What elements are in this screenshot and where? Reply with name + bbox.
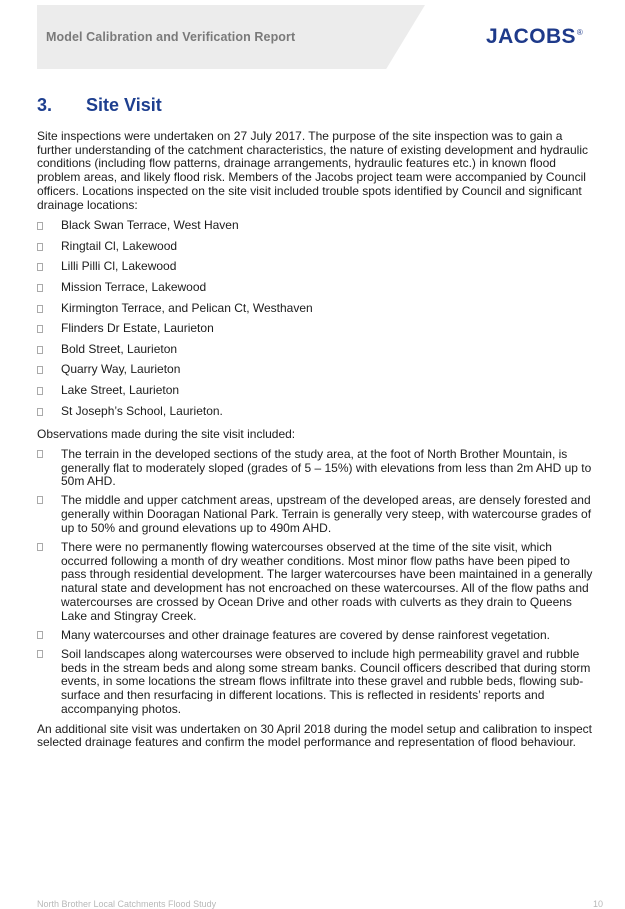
list-item [37,236,597,257]
location-text: Black Swan Terrace, West Haven [61,218,239,233]
section-number: 3. [37,95,53,115]
bullet-icon [37,284,43,292]
report-title: Model Calibration and Verification Report [46,30,296,44]
bullet-icon [37,543,43,551]
bullet-icon [37,366,43,374]
bullet-icon [37,243,43,251]
location-text: Lilli Pilli Cl, Lakewood [61,259,177,274]
observation-text: The middle and upper catchment areas, upstream of the developed areas, are densely forested and generally within Dooragan National Park. Terrain is generally very steep, with watercourse grades of up to 50% and ground elevations up to 490m AHD. [61,493,592,535]
observation-text: Soil landscapes along watercourses were observed to include high permeability gravel and rubble beds in the stream beds and along some stream banks. Council officers described that during storm events, in some locations the stream flows infiltrate into these gravel and rubble beds, flowing sub-surface and then resurfacing in different locations. This is reflected in residents’ reports and accompanying photos. [61,647,591,716]
page-body [37,130,597,750]
bullet-icon [37,408,43,416]
closing-paragraph: An additional site visit was undertaken on 30 April 2018 during the model setup and calibration to inspect selected drainage features and confirm the model performance and representation of flood behaviour. [37,721,593,750]
bullet-icon [37,305,43,313]
observations-list [37,448,597,717]
list-item [37,318,597,339]
list-item [37,339,597,360]
bullet-icon [37,325,43,333]
logo-registered-mark: ® [576,28,584,37]
location-text: St Joseph’s School, Laurieton. [61,403,223,418]
section-heading [37,95,162,116]
list-item [37,494,597,535]
bullet-icon [37,450,43,458]
list-item [37,380,597,401]
bullet-icon [37,650,43,658]
location-text: Bold Street, Laurieton [61,341,178,356]
location-text: Ringtail Cl, Lakewood [61,238,178,253]
footer-document-title: North Brother Local Catchments Flood Study [37,899,217,909]
bullet-icon [37,631,43,639]
list-item [37,448,597,489]
locations-list [37,215,597,421]
location-text: Kirmington Terrace, and Pelican Ct, Westhaven [61,300,313,315]
list-item [37,277,597,298]
observation-text: Many watercourses and other drainage features are covered by dense rainforest vegetation. [61,627,550,642]
observation-text: The terrain in the developed sections of the study area, at the foot of North Brother Mountain, is generally flat to moderately sloped (grades of 5 – 15%) with elevations from less than 2m AHD up to 50m AHD. [61,446,592,489]
section-title: Site Visit [86,95,162,115]
list-item [37,359,597,380]
list-item [37,298,597,319]
observations-intro: Observations made during the site visit included: [37,427,296,442]
location-text: Mission Terrace, Lakewood [61,280,207,294]
footer-page-number: 10 [592,899,603,909]
logo-text: JACOBS [486,25,576,48]
bullet-icon [37,346,43,354]
location-text: Quarry Way, Laurieton [61,362,181,377]
list-item [37,629,597,643]
bullet-icon [37,222,43,230]
bullet-icon [37,387,43,395]
location-text: Flinders Dr Estate, Laurieton [61,321,214,336]
observation-text: There were no permanently flowing watercourses observed at the time of the site visit, which occurred following a month of dry weather conditions. Most minor flow paths have been piped to pass through residential development. The larger watercourses have been maintained in a generally natural state and development has not encroached on these watercourses. All of the flow paths and watercourses are crossed by Ocean Drive and other roads with culverts as they drain to Queens Lake and Stingray Creek. [61,540,593,623]
list-item [37,256,597,277]
list-item [37,401,597,422]
bullet-icon [37,496,43,504]
list-item [37,648,597,717]
location-text: Lake Street, Laurieton [61,382,180,397]
list-item [37,215,597,236]
intro-paragraph: Site inspections were undertaken on 27 July 2017. The purpose of the site inspection was to gain a further understanding of the catchment characteristics, the nature of existing development and hydraulic conditions (including flow patterns, drainage arrangements, hydraulic features etc.) in known flood problem areas, and likely flood risk. Members of the Jacobs project team were accompanied by Council officers. Locations inspected on the site visit included trouble spots identified by Council and significant drainage locations: [37,129,588,212]
jacobs-logo [486,25,583,49]
list-item [37,541,597,623]
bullet-icon [37,263,43,271]
